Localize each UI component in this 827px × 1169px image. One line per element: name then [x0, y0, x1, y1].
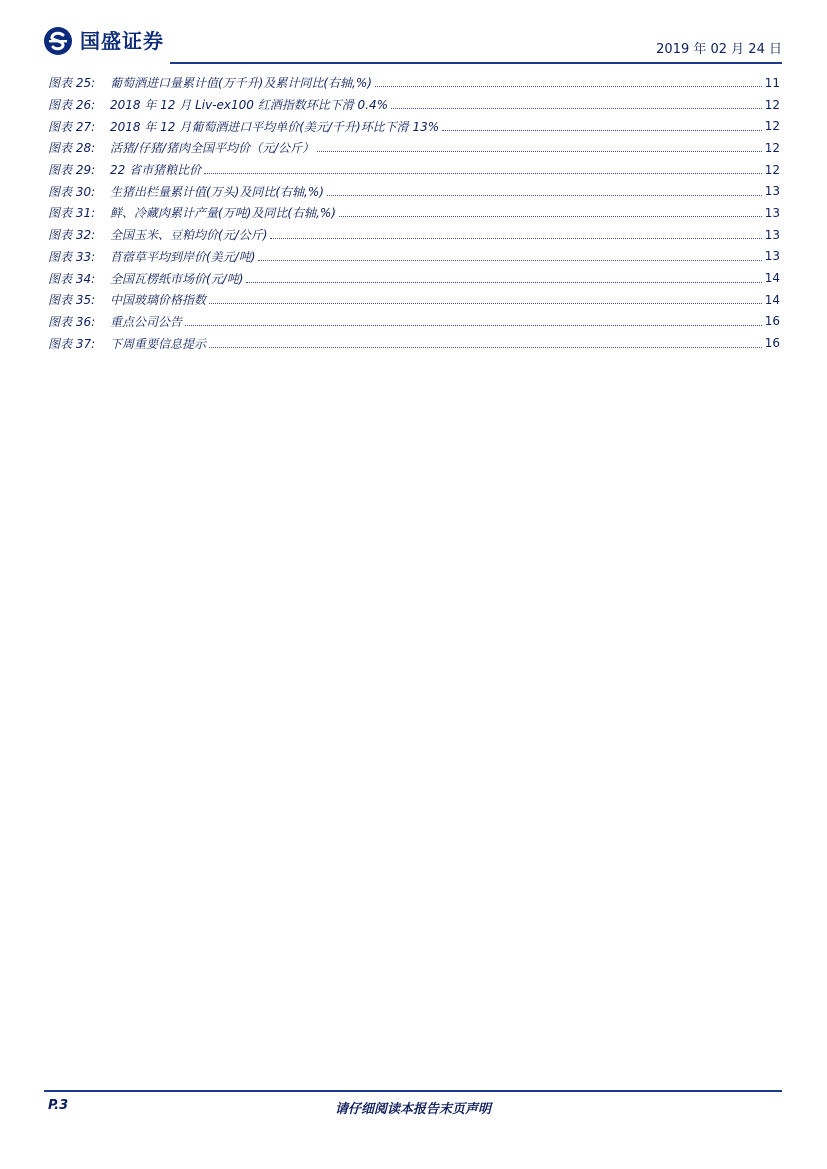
toc-entry-number: 图表 29:: [48, 163, 96, 178]
toc-dot-leader: [442, 130, 762, 131]
toc-entry-page: 12: [764, 162, 780, 177]
guosheng-logo-icon: [44, 27, 72, 55]
toc-entry[interactable]: [48, 72, 780, 94]
toc-entry-number: 图表 34:: [48, 271, 96, 286]
toc-entry-page: 13: [764, 249, 780, 264]
toc-entry-title: 全国玉米、豆粕均价(元/公斤): [110, 228, 268, 243]
toc-entry-title: 22 省市猪粮比价: [110, 163, 202, 178]
report-date: 2019 年 02 月 24 日: [656, 42, 782, 57]
toc-entry-number: 图表 35:: [48, 293, 96, 308]
toc-entry-page: 16: [764, 336, 780, 351]
toc-dot-leader: [339, 216, 762, 217]
toc-entry-number: 图表 36:: [48, 314, 96, 329]
toc-entry-number: 图表 30:: [48, 184, 96, 199]
page-header: [44, 24, 782, 64]
toc-entry-title: 鲜、冷藏肉累计产量(万吨)及同比(右轴,%): [110, 206, 336, 221]
toc-entry-page: 16: [764, 314, 780, 329]
toc-dot-leader: [327, 195, 762, 196]
toc-entry[interactable]: [48, 94, 780, 116]
toc-entry[interactable]: [48, 137, 780, 159]
toc-dot-leader: [246, 282, 761, 283]
page-footer: [44, 1090, 782, 1117]
toc-dot-leader: [209, 347, 762, 348]
toc-entry-title: 下周重要信息提示: [110, 336, 207, 351]
toc-entry[interactable]: [48, 202, 780, 224]
toc-entry-page: 13: [764, 227, 780, 242]
toc-entry[interactable]: [48, 246, 780, 268]
toc-dot-leader: [204, 173, 762, 174]
toc-entry-number: 图表 28:: [48, 141, 96, 156]
toc-entry-page: 11: [764, 75, 780, 90]
toc-entry-page: 14: [764, 271, 780, 286]
toc-dot-leader: [375, 86, 762, 87]
toc-entry-page: 13: [764, 184, 780, 199]
toc-dot-leader: [317, 151, 762, 152]
toc-entry[interactable]: [48, 115, 780, 137]
toc-dot-leader: [391, 108, 762, 109]
toc-entry-title: 中国玻璃价格指数: [110, 293, 207, 308]
brand-logo: [44, 26, 164, 56]
toc-entry-number: 图表 26:: [48, 98, 96, 113]
toc-dot-leader: [209, 303, 762, 304]
chart-index-list: [48, 72, 780, 354]
disclaimer-note: 请仔细阅读本报告末页声明: [334, 1102, 491, 1117]
toc-entry[interactable]: [48, 224, 780, 246]
toc-entry-title: 2018 年 12 月葡萄酒进口平均单价(美元/千升)环比下滑 13%: [110, 119, 440, 134]
toc-dot-leader: [185, 325, 762, 326]
toc-entry[interactable]: [48, 289, 780, 311]
toc-entry-number: 图表 32:: [48, 228, 96, 243]
toc-entry[interactable]: [48, 267, 780, 289]
toc-entry-title: 苜蓿草平均到岸价(美元/吨): [110, 249, 256, 264]
toc-entry-number: 图表 37:: [48, 336, 96, 351]
toc-entry-page: 13: [764, 205, 780, 220]
toc-entry-page: 12: [764, 97, 780, 112]
footer-divider: [44, 1090, 782, 1092]
toc-entry-title: 重点公司公告: [110, 314, 183, 329]
toc-entry-title: 全国瓦楞纸市场价(元/吨): [110, 271, 244, 286]
toc-entry-number: 图表 31:: [48, 206, 96, 221]
page-number: P.3: [48, 1098, 69, 1113]
toc-entry[interactable]: [48, 311, 780, 333]
toc-dot-leader: [270, 238, 761, 239]
toc-entry-title: 2018 年 12 月 Liv-ex100 红酒指数环比下滑 0.4%: [110, 98, 389, 113]
toc-entry-number: 图表 25:: [48, 76, 96, 91]
toc-entry-page: 12: [764, 119, 780, 134]
toc-entry-number: 图表 33:: [48, 249, 96, 264]
toc-entry-number: 图表 27:: [48, 119, 96, 134]
header-divider: [170, 62, 782, 64]
toc-entry-title: 葡萄酒进口量累计值(万千升)及累计同比(右轴,%): [110, 76, 372, 91]
toc-entry[interactable]: [48, 180, 780, 202]
toc-entry-page: 14: [764, 292, 780, 307]
toc-entry[interactable]: [48, 159, 780, 181]
toc-entry-page: 12: [764, 140, 780, 155]
toc-entry[interactable]: [48, 332, 780, 354]
toc-entry-title: 活猪/仔猪/猪肉全国平均价（元/公斤）: [110, 141, 315, 156]
brand-name: 国盛证券: [80, 29, 164, 53]
toc-entry-title: 生猪出栏量累计值(万头)及同比(右轴,%): [110, 184, 324, 199]
toc-dot-leader: [258, 260, 761, 261]
